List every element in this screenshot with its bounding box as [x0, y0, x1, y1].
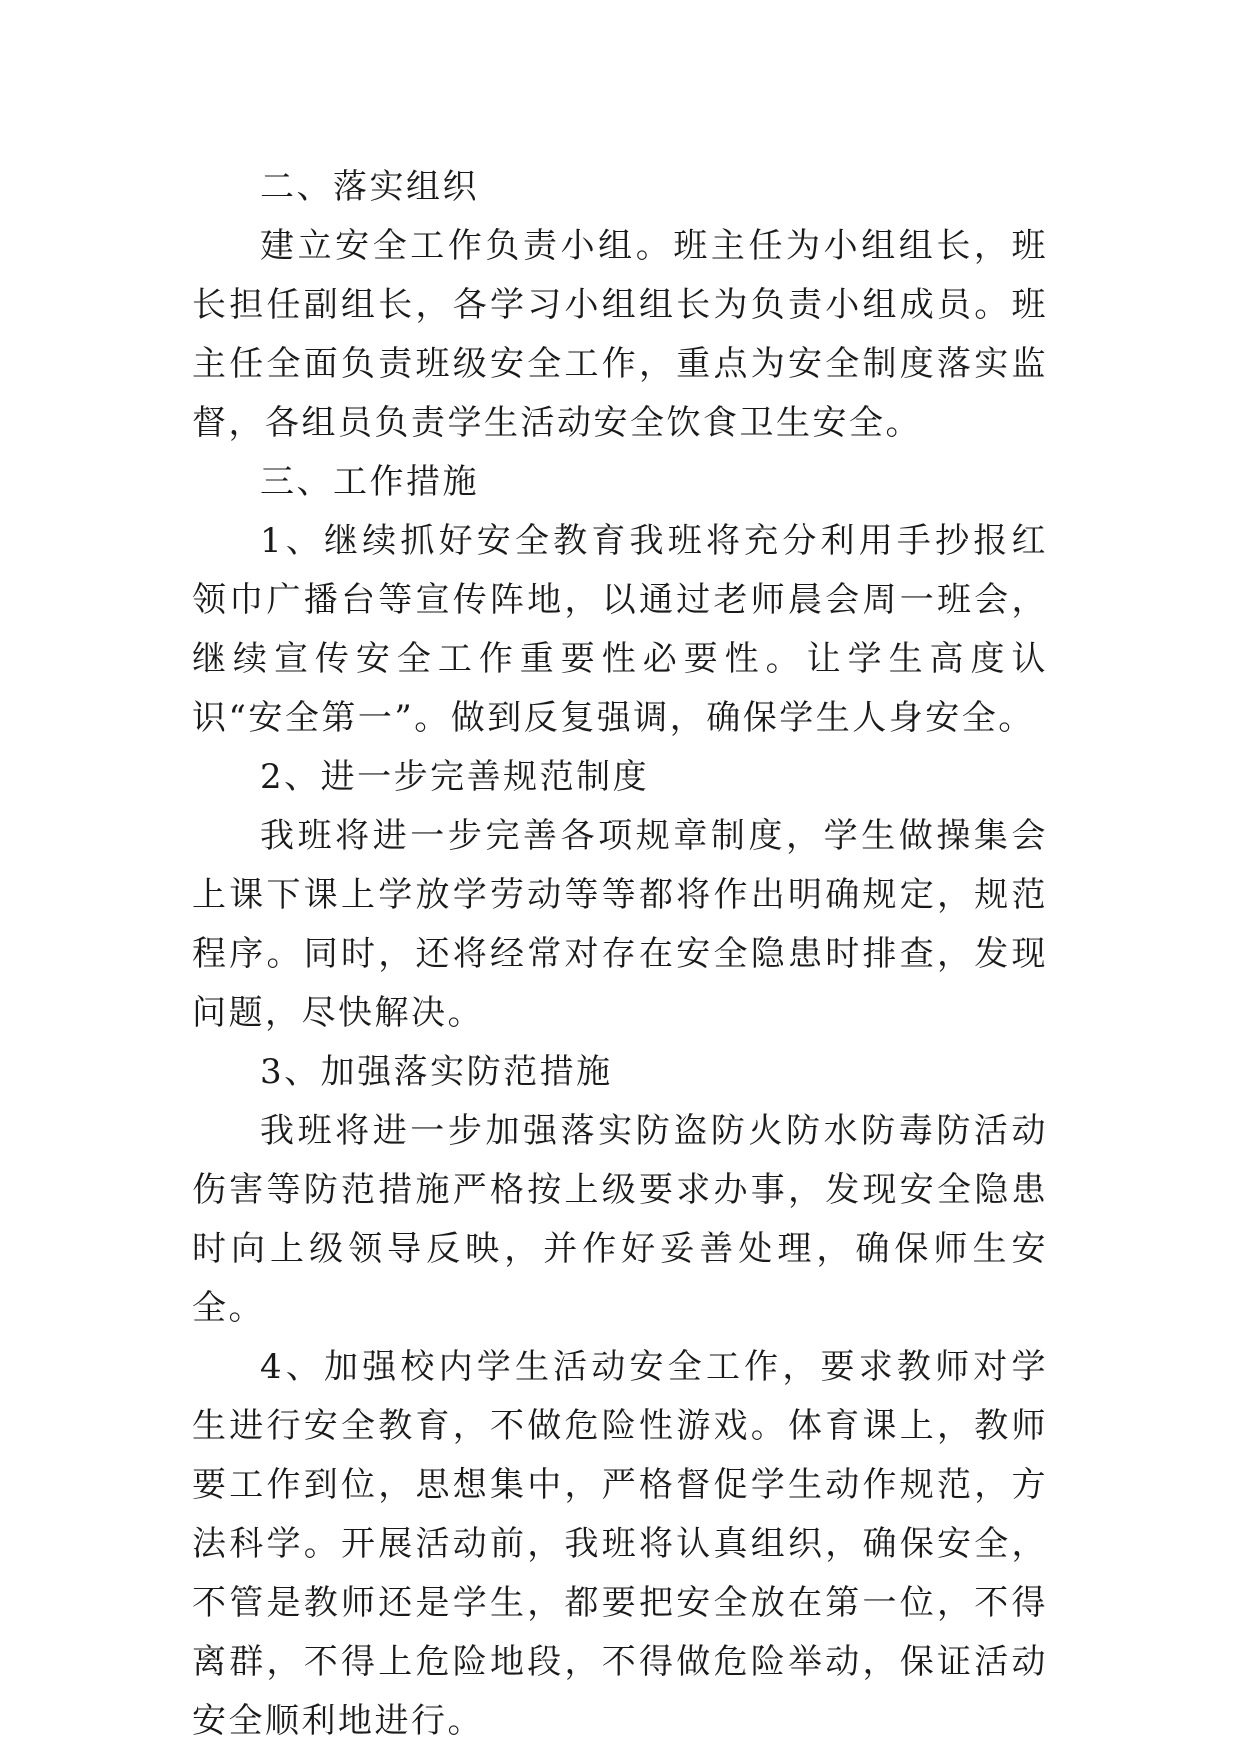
subheading-measure-3: 3、加强落实防范措施 — [260, 1052, 613, 1092]
document-body — [192, 158, 1048, 1751]
paragraph-measure-1: 1、继续抓好安全教育我班将充分利用手抄报红领巾广播台等宣传阵地，以通过老师晨会周一班会，继续宣传安全工作重要性必要性。让学生高度认识“安全第一”。做到反复强调，确保学生人身安全。 — [192, 521, 1048, 738]
section-heading-measures: 三、工作措施 — [260, 462, 479, 502]
paragraph-measure-3: 我班将进一步加强落实防盗防火防水防毒防活动伤害等防范措施严格按上级要求办事，发现安全隐患时向上级领导反映，并作好妥善处理，确保师生安全。 — [192, 1111, 1048, 1328]
subheading-measure-2: 2、进一步完善规范制度 — [260, 757, 650, 797]
section-heading-organization: 二、落实组织 — [260, 167, 479, 207]
paragraph-measure-4: 4、加强校内学生活动安全工作，要求教师对学生进行安全教育，不做危险性游戏。体育课上，教师要工作到位，思想集中，严格督促学生动作规范，方法科学。开展活动前，我班将认真组织，确保安全，不管是教师还是学生，都要把安全放在第一位，不得离群，不得上危险地段，不得做危险举动，保证活动安全顺利地进行。 — [192, 1347, 1048, 1741]
paragraph-organization: 建立安全工作负责小组。班主任为小组组长，班长担任副组长，各学习小组组长为负责小组成员。班主任全面负责班级安全工作，重点为安全制度落实监督，各组员负责学生活动安全饮食卫生安全。 — [192, 226, 1048, 443]
paragraph-measure-2: 我班将进一步完善各项规章制度，学生做操集会上课下课上学放学劳动等等都将作出明确规定，规范程序。同时，还将经常对存在安全隐患时排查，发现问题，尽快解决。 — [192, 816, 1048, 1033]
